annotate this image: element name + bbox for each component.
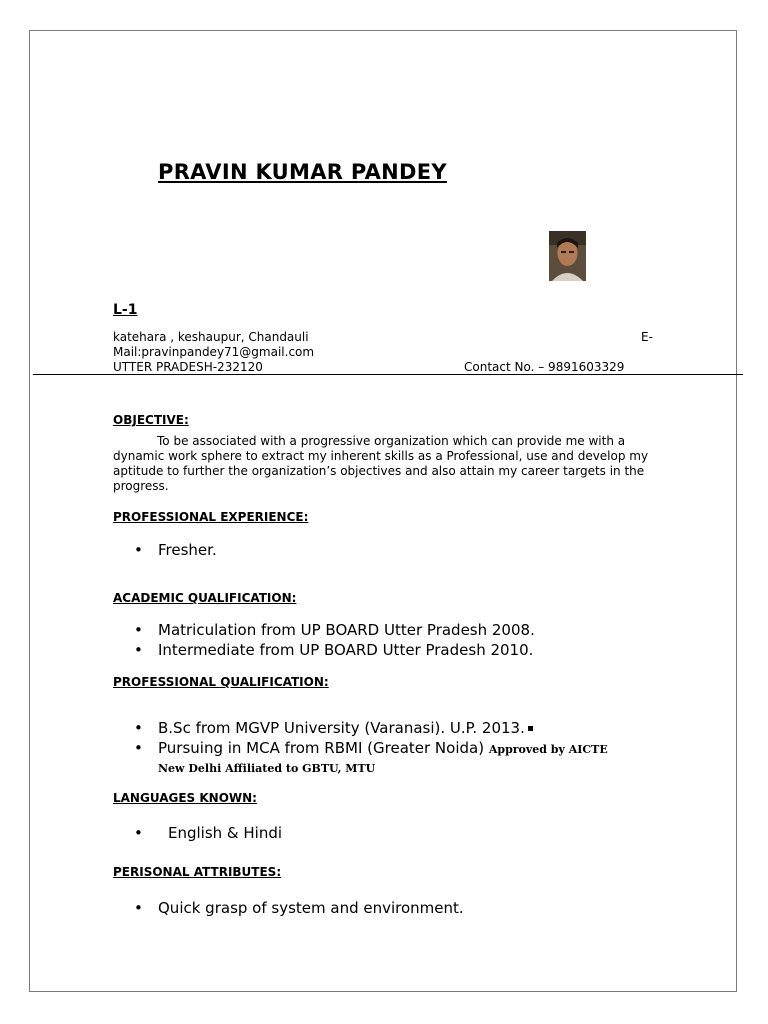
attributes-list [134, 898, 464, 918]
header-divider [33, 374, 743, 375]
list-item: • Quick grasp of system and environment. [134, 898, 464, 918]
square-bullet-icon [528, 726, 533, 731]
email-line: Mail:pravinpandey71@gmail.com [113, 345, 315, 359]
state-pin-line: UTTER PRADESH-232120 [113, 360, 263, 374]
profile-photo [549, 231, 586, 281]
objective-text [113, 434, 658, 494]
address-label: L-1 [113, 302, 138, 318]
list-item [134, 738, 608, 760]
objective-body: To be associated with a progressive organization which can provide me with a dynamic work sphere to extract my inherent skills as a Professional, use and develop my aptitude to further the organization’s objectives and also attain my career targets in the progress. [113, 434, 649, 493]
professional-heading: PROFESSIONAL QUALIFICATION: [113, 675, 329, 689]
academic-list [134, 620, 535, 660]
affiliation-note: New Delhi Affiliated to GBTU, MTU [158, 762, 376, 775]
professional-list [134, 718, 608, 760]
list-item: • Fresher. [134, 540, 217, 560]
list-item: • English & Hindi [134, 823, 282, 843]
attributes-heading: PERISONAL ATTRIBUTES: [113, 865, 282, 879]
candidate-name: PRAVIN KUMAR PANDEY [158, 160, 447, 184]
address-line: katehara , keshaupur, Chandauli [113, 330, 309, 344]
bsc-text: B.Sc from MGVP University (Varanasi). U.P. 2013. [158, 719, 525, 737]
experience-heading: PROFESSIONAL EXPERIENCE: [113, 510, 309, 524]
languages-list [134, 823, 282, 843]
email-prefix: E- [641, 330, 653, 344]
list-item: • Intermediate from UP BOARD Utter Pradesh 2010. [134, 640, 535, 660]
approval-note: Approved by AICTE [488, 743, 608, 756]
objective-heading: OBJECTIVE: [113, 413, 189, 427]
list-item [134, 718, 608, 738]
mca-text: Pursuing in MCA from RBMI (Greater Noida) [158, 739, 485, 757]
list-item: • Matriculation from UP BOARD Utter Pradesh 2008. [134, 620, 535, 640]
academic-heading: ACADEMIC QUALIFICATION: [113, 591, 297, 605]
languages-heading: LANGUAGES KNOWN: [113, 791, 257, 805]
experience-list [134, 540, 217, 560]
contact-number: Contact No. – 9891603329 [464, 360, 625, 374]
